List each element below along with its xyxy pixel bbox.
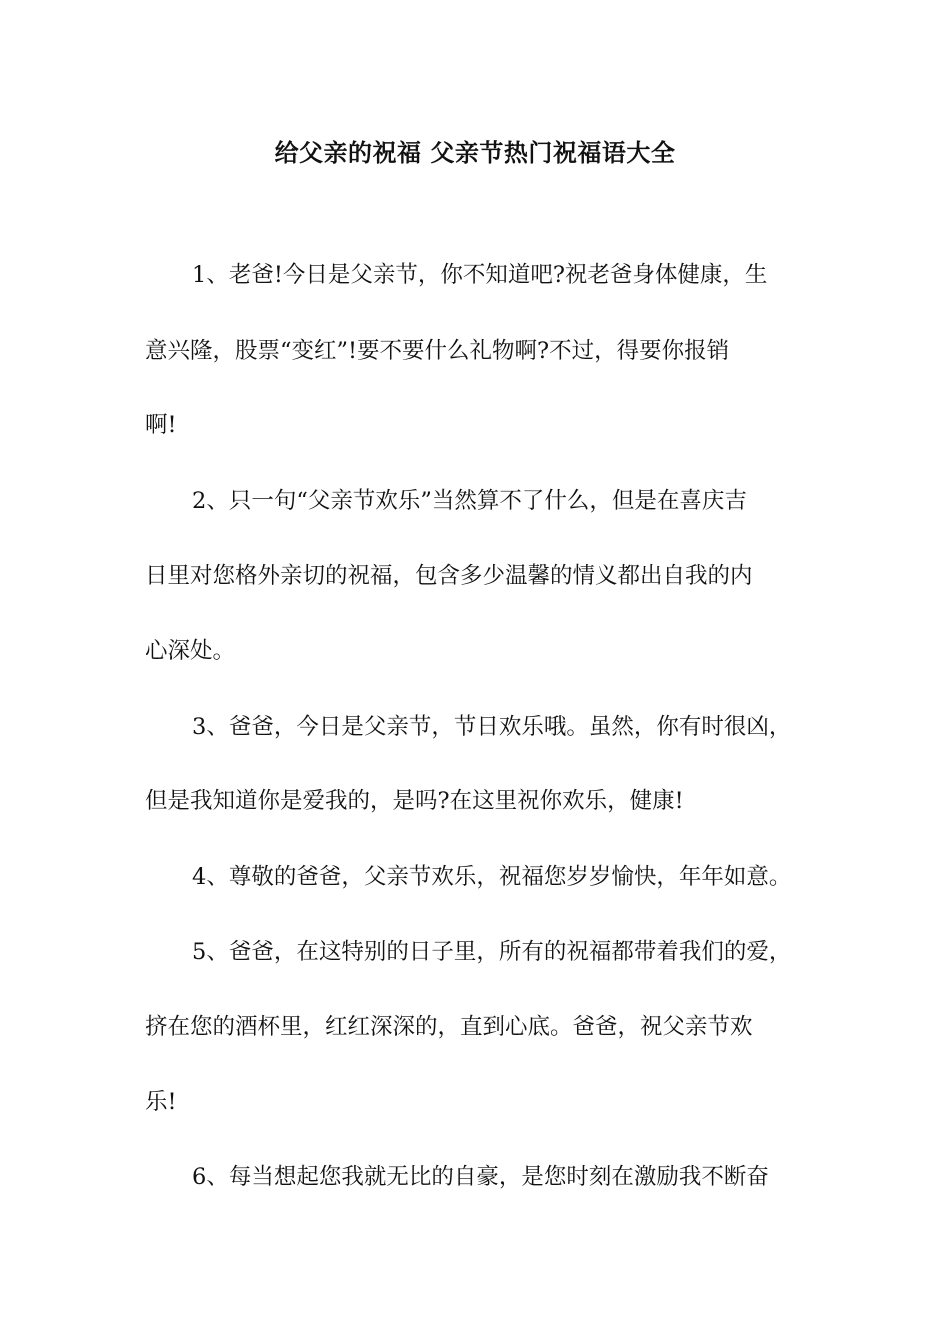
paragraph-5-line-2: 挤在您的酒杯里，红红深深的，直到心底。爸爸，祝父亲节欢: [145, 1014, 753, 1040]
paragraph-1-line-3: 啊!: [145, 412, 177, 438]
paragraph-2-line-3: 心深处。: [145, 638, 236, 664]
paragraph-2-line-2: 日里对您格外亲切的祝福，包含多少温馨的情义都出自我的内: [145, 563, 753, 589]
paragraph-3-line-2: 但是我知道你是爱我的，是吗?在这里祝你欢乐，健康!: [145, 788, 684, 814]
paragraph-3-line-1: 3、爸爸，今日是父亲节，节日欢乐哦。虽然，你有时很凶，: [192, 714, 792, 740]
paragraph-1-line-2: 意兴隆，股票“变红”!要不要什么礼物啊?不过，得要你报销: [145, 338, 730, 364]
paragraph-5-line-1: 5、爸爸，在这特别的日子里，所有的祝福都带着我们的爱，: [192, 939, 792, 965]
paragraph-2-line-1: 2、只一句“父亲节欢乐”当然算不了什么，但是在喜庆吉: [192, 488, 747, 514]
paragraph-4-line-1: 4、尊敬的爸爸，父亲节欢乐，祝福您岁岁愉快，年年如意。: [192, 864, 792, 890]
paragraph-5-line-3: 乐!: [145, 1089, 177, 1115]
paragraph-1-line-1: 1、老爸!今日是父亲节，你不知道吧?祝老爸身体健康，生: [192, 262, 768, 288]
document-title: 给父亲的祝福 父亲节热门祝福语大全: [274, 138, 676, 167]
paragraph-6-line-1: 6、每当想起您我就无比的自豪，是您时刻在激励我不断奋: [192, 1164, 769, 1190]
